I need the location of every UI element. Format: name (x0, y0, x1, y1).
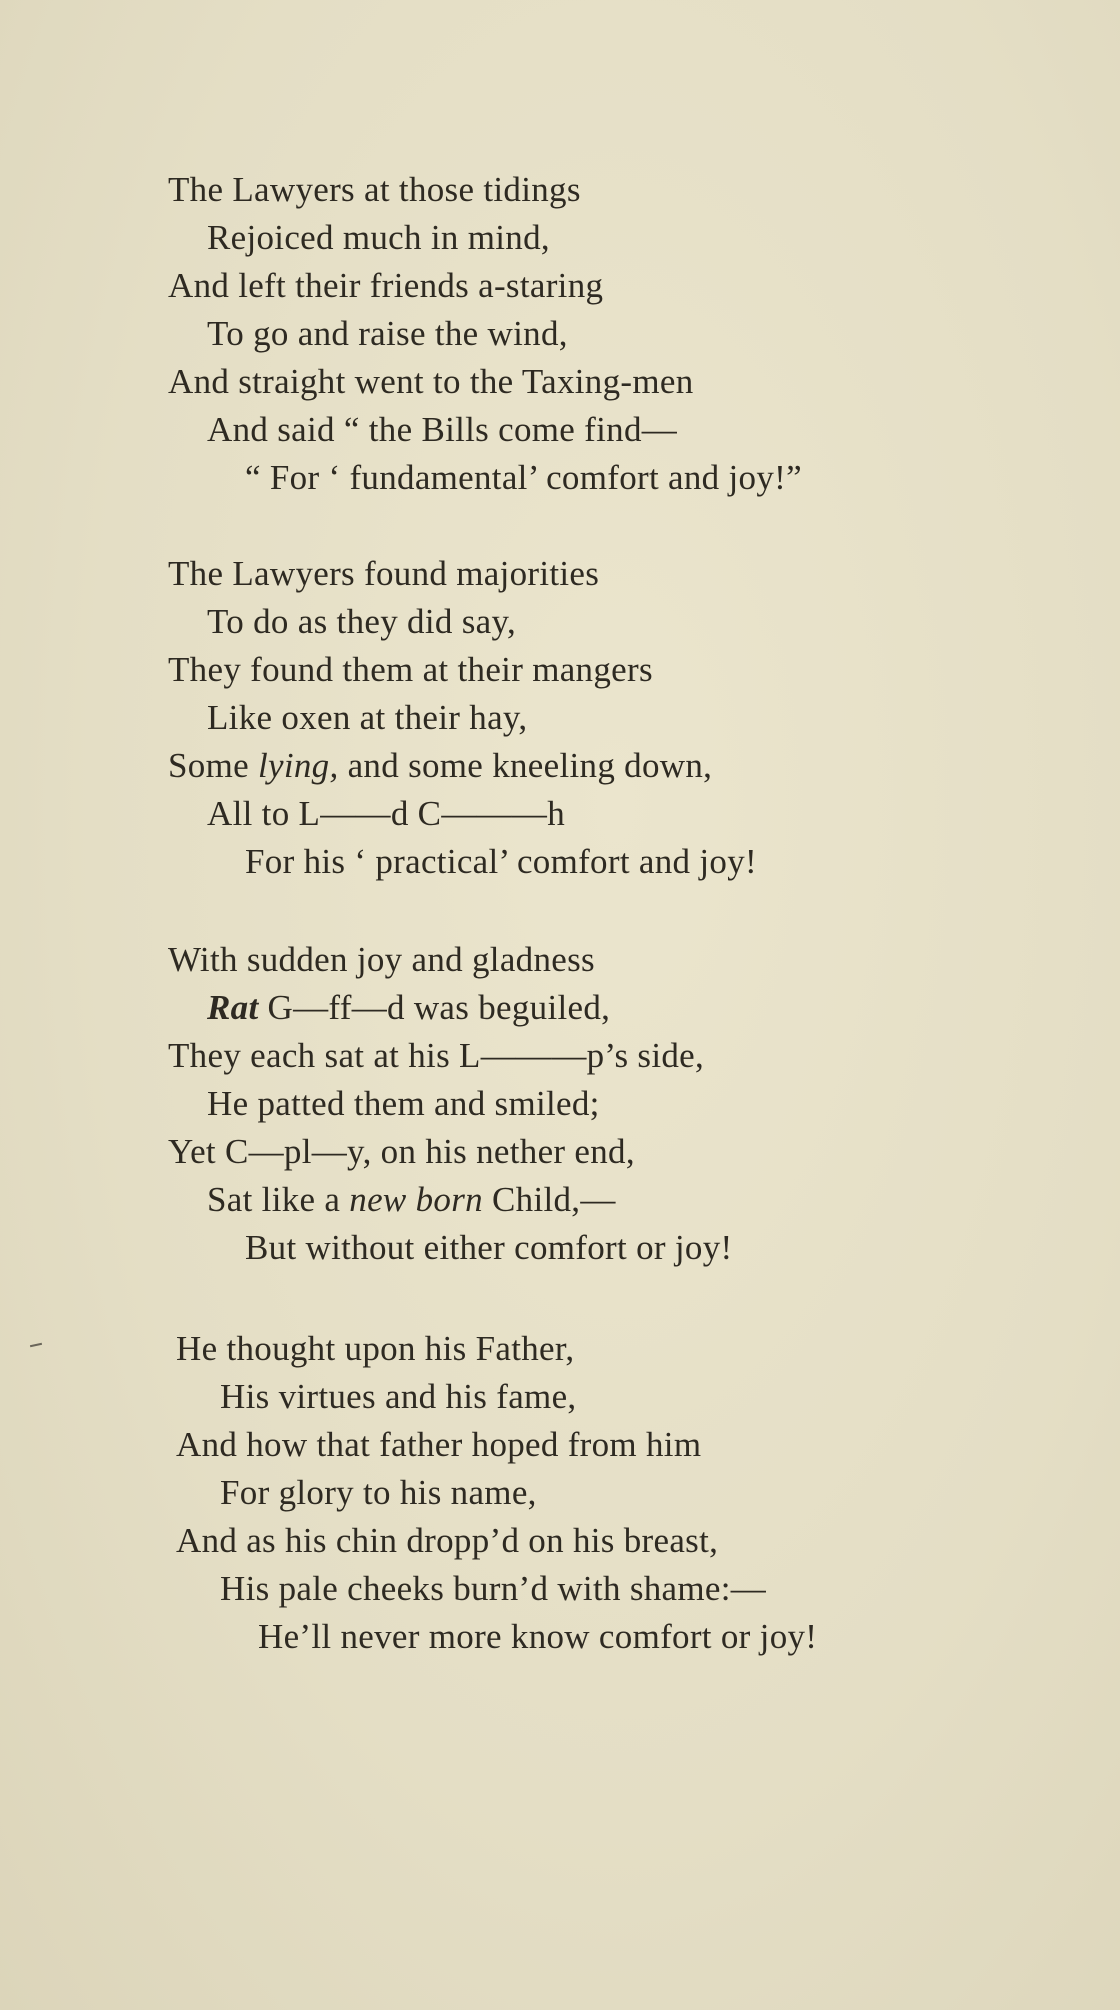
verse-line: To do as they did say, (207, 602, 517, 641)
verse-text: G—ff—d was beguiled, (258, 988, 611, 1027)
verse-line: For his ‘ practical’ comfort and joy! (245, 842, 757, 881)
verse-line: His pale cheeks burn’d with shame:— (220, 1569, 767, 1608)
verse-line: They each sat at his L———p’s side, (168, 1036, 705, 1075)
italic-word: lying, (257, 746, 339, 785)
verse-line: They found them at their mangers (168, 650, 653, 689)
verse-line: With sudden joy and gladness (168, 940, 595, 979)
verse-line: And left their friends a-staring (168, 266, 604, 305)
verse-line: His virtues and his fame, (220, 1377, 577, 1416)
verse-text: Sat like a (207, 1180, 350, 1219)
verse-line: Like oxen at their hay, (207, 698, 528, 737)
verse-line: And said “ the Bills come find— (207, 410, 678, 449)
verse-text: and some kneeling down, (338, 746, 713, 785)
verse-line (168, 746, 712, 786)
verse-line: Yet C—pl—y, on his nether end, (168, 1132, 635, 1171)
verse-line: And how that father hoped from him (176, 1425, 702, 1464)
verse-line: But without either comfort or joy! (245, 1228, 733, 1267)
verse-line: Rejoiced much in mind, (207, 218, 550, 257)
verse-line: He’ll never more know comfort or joy! (258, 1617, 818, 1656)
italic-word: new born (349, 1180, 483, 1219)
verse-line: To go and raise the wind, (207, 314, 568, 353)
verse-text: Some (168, 746, 258, 785)
verse-line: The Lawyers found majorities (168, 554, 600, 593)
verse-line: “ For ‘ fundamental’ comfort and joy!” (245, 458, 802, 497)
verse-line: And as his chin dropp’d on his breast, (176, 1521, 719, 1560)
verse-line: He patted them and smiled; (207, 1084, 600, 1123)
verse-text: Child,— (482, 1180, 616, 1219)
italic-word: Rat (207, 988, 259, 1027)
margin-mark (30, 1343, 42, 1347)
verse-line (207, 988, 610, 1028)
verse-line: And straight went to the Taxing-men (168, 362, 694, 401)
verse-line: He thought upon his Father, (176, 1329, 575, 1368)
verse-line: All to L——d C———h (207, 794, 566, 833)
verse-line: For glory to his name, (220, 1473, 537, 1512)
verse-line: The Lawyers at those tidings (168, 170, 581, 209)
verse-line (207, 1180, 616, 1220)
